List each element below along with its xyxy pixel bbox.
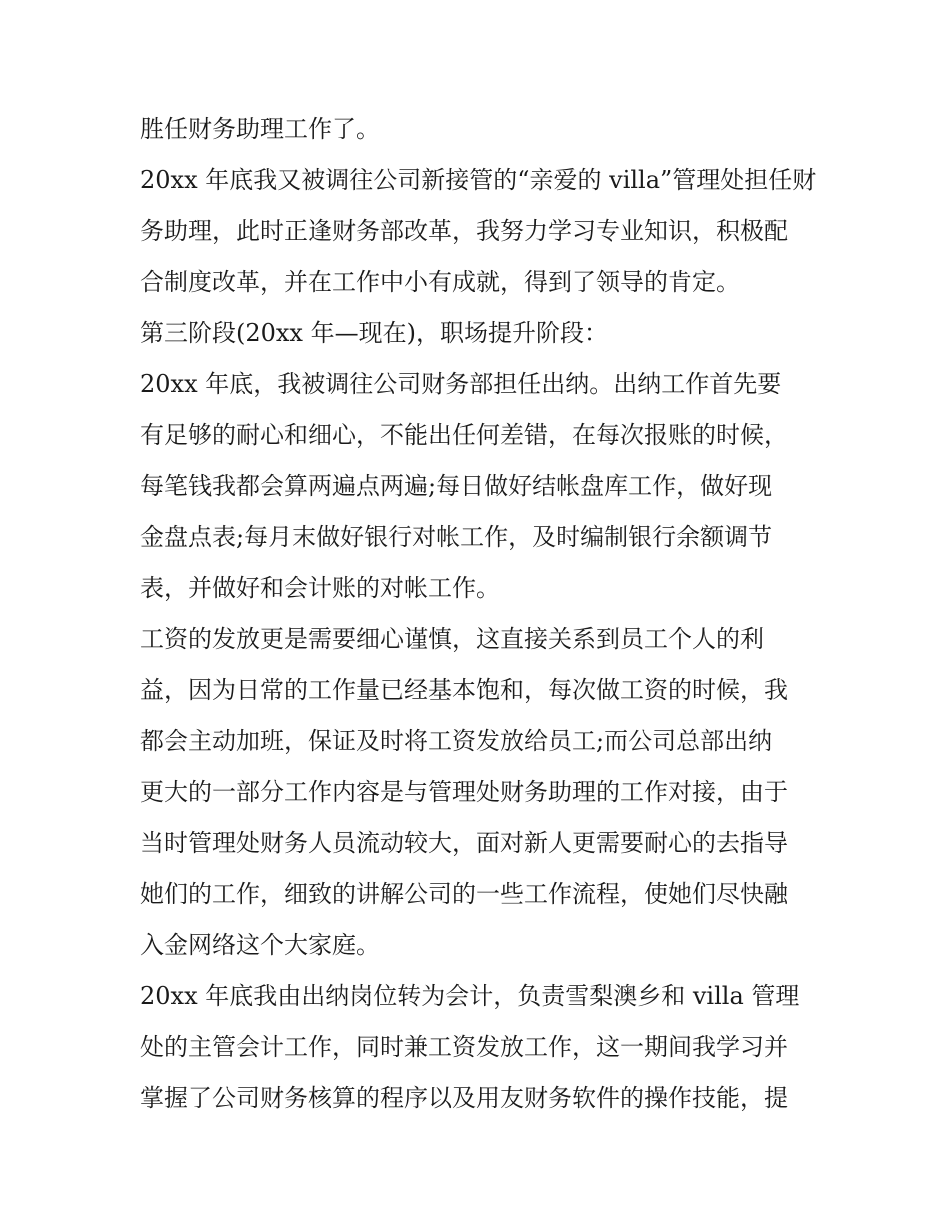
text-line: 当时管理处财务人员流动较大，面对新人更需要耐心的去指导 bbox=[140, 829, 788, 857]
document-body bbox=[140, 104, 820, 1124]
text-line: 务助理，此时正逢财务部改革，我努力学习专业知识，积极配 bbox=[140, 217, 788, 245]
text-line: 掌握了公司财务核算的程序以及用友财务软件的操作技能，提 bbox=[140, 1084, 788, 1112]
text-line: 工资的发放更是需要细心谨慎，这直接关系到员工个人的利 bbox=[140, 625, 764, 653]
text-line: 入金网络这个大家庭。 bbox=[140, 931, 380, 959]
text-line: 金盘点表;每月末做好银行对帐工作，及时编制银行余额调节 bbox=[140, 523, 773, 551]
text-line: 合制度改革，并在工作中小有成就，得到了领导的肯定。 bbox=[140, 268, 740, 296]
text-line: 20xx 年底我又被调往公司新接管的“亲爱的 villa”管理处担任财 bbox=[140, 166, 817, 194]
text-line: 20xx 年底我由出纳岗位转为会计，负责雪梨澳乡和 villa 管理 bbox=[140, 982, 800, 1010]
text-line: 益，因为日常的工作量已经基本饱和，每次做工资的时候，我 bbox=[140, 676, 788, 704]
text-line: 每笔钱我都会算两遍点两遍;每日做好结帐盘库工作，做好现 bbox=[140, 472, 773, 500]
section-heading: 第三阶段(20xx 年—现在)，职场提升阶段： bbox=[140, 319, 608, 347]
text-line: 胜任财务助理工作了。 bbox=[140, 115, 380, 143]
text-line: 表，并做好和会计账的对帐工作。 bbox=[140, 574, 500, 602]
text-line: 处的主管会计工作，同时兼工资发放工作，这一期间我学习并 bbox=[140, 1033, 788, 1061]
text-line: 有足够的耐心和细心，不能出任何差错，在每次报账的时候， bbox=[140, 421, 788, 449]
text-line: 她们的工作，细致的讲解公司的一些工作流程，使她们尽快融 bbox=[140, 880, 788, 908]
text-line: 更大的一部分工作内容是与管理处财务助理的工作对接，由于 bbox=[140, 778, 788, 806]
text-line: 20xx 年底，我被调往公司财务部担任出纳。出纳工作首先要 bbox=[140, 370, 782, 398]
text-line: 都会主动加班，保证及时将工资发放给员工;而公司总部出纳 bbox=[140, 727, 773, 755]
